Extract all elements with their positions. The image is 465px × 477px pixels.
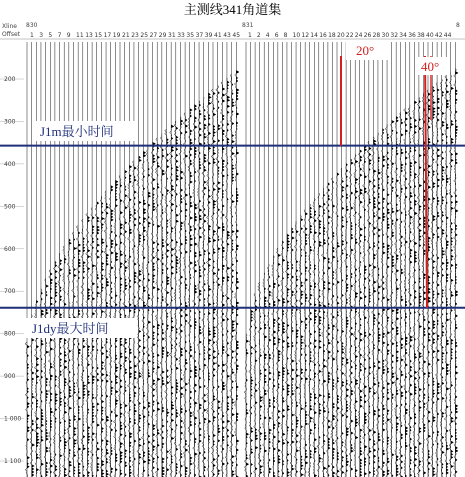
xline-value-next: 8 (456, 22, 460, 29)
angle-label-20: 20° (356, 43, 375, 58)
offset-tick-label: 40 (426, 32, 434, 39)
offset-tick-label: 30 (381, 32, 390, 39)
offset-tick-label: 14 (310, 32, 318, 39)
offset-tick-label: 11 (76, 32, 84, 39)
offset-tick-label: 42 (434, 32, 443, 39)
offset-tick-label: 22 (345, 32, 354, 39)
offset-tick-label: 44 (443, 32, 452, 39)
seismic-gather-panel (0, 20, 465, 477)
offset-tick-label: 17 (103, 32, 112, 39)
offset-tick-label: 10 (292, 32, 301, 39)
offset-tick-label: 18 (328, 32, 336, 39)
offset-tick-label: 1 (248, 32, 252, 39)
time-tick-label: 1 000 (4, 415, 22, 423)
time-tick-label: 700 (4, 288, 16, 296)
time-tick-label: 400 (4, 160, 16, 168)
offset-tick-label: 29 (158, 32, 167, 39)
time-tick-label: 800 (4, 330, 16, 338)
xline-value-830: 830 (26, 22, 38, 29)
xline-value-831: 831 (242, 22, 254, 29)
figure-title: 主测线341角道集 (183, 2, 282, 17)
offset-tick-label: 4 (265, 32, 270, 39)
offset-tick-label: 33 (177, 32, 185, 39)
offset-tick-label: 41 (214, 32, 222, 39)
offset-tick-label: 35 (186, 32, 195, 39)
horizon-label-j1dy: J1dy最大时间 (32, 321, 109, 336)
offset-tick-label: 34 (399, 32, 407, 39)
offset-tick-label: 21 (122, 32, 130, 39)
horizon-label-j1m: J1m最小时间 (40, 124, 114, 139)
offset-tick-label: 38 (417, 32, 425, 39)
offset-tick-label: 8 (283, 32, 288, 39)
offset-tick-label: 16 (319, 32, 327, 39)
offset-tick-label: 13 (85, 32, 93, 39)
time-tick-label: 200 (4, 76, 16, 83)
time-tick-label: 600 (4, 245, 16, 253)
offset-tick-label: 3 (39, 32, 44, 39)
offset-tick-label: 43 (223, 32, 231, 39)
offset-tick-label: 2 (256, 32, 261, 39)
offset-tick-label: 36 (408, 32, 416, 39)
offset-tick-label: 12 (301, 32, 310, 39)
time-tick-label: 900 (4, 373, 16, 381)
offset-tick-label: 31 (168, 32, 176, 39)
offset-tick-label: 5 (48, 32, 53, 39)
time-tick-label: 500 (4, 203, 16, 211)
time-tick-label: 300 (4, 118, 16, 126)
offset-tick-label: 27 (149, 32, 158, 39)
offset-tick-label: 28 (372, 32, 381, 39)
angle-label-40: 40° (421, 59, 440, 74)
offset-tick-label: 24 (354, 32, 363, 39)
offset-label: Offset (2, 31, 21, 38)
offset-tick-label: 9 (66, 32, 71, 39)
offset-tick-label: 20 (337, 32, 345, 39)
offset-tick-label: 45 (232, 32, 241, 39)
offset-tick-label: 6 (274, 32, 279, 39)
offset-tick-label: 26 (363, 32, 372, 39)
offset-tick-label: 7 (57, 32, 62, 39)
offset-tick-label: 1 (30, 32, 34, 39)
offset-tick-label: 39 (204, 32, 213, 39)
offset-tick-label: 25 (140, 32, 149, 39)
time-tick-label: 1 100 (4, 458, 22, 465)
offset-tick-label: 15 (94, 32, 103, 39)
offset-tick-label: 23 (131, 32, 139, 39)
offset-tick-label: 19 (112, 32, 121, 39)
offset-tick-label: 37 (195, 32, 204, 39)
xline-label: Xline (2, 23, 17, 30)
offset-tick-label: 32 (390, 32, 399, 39)
